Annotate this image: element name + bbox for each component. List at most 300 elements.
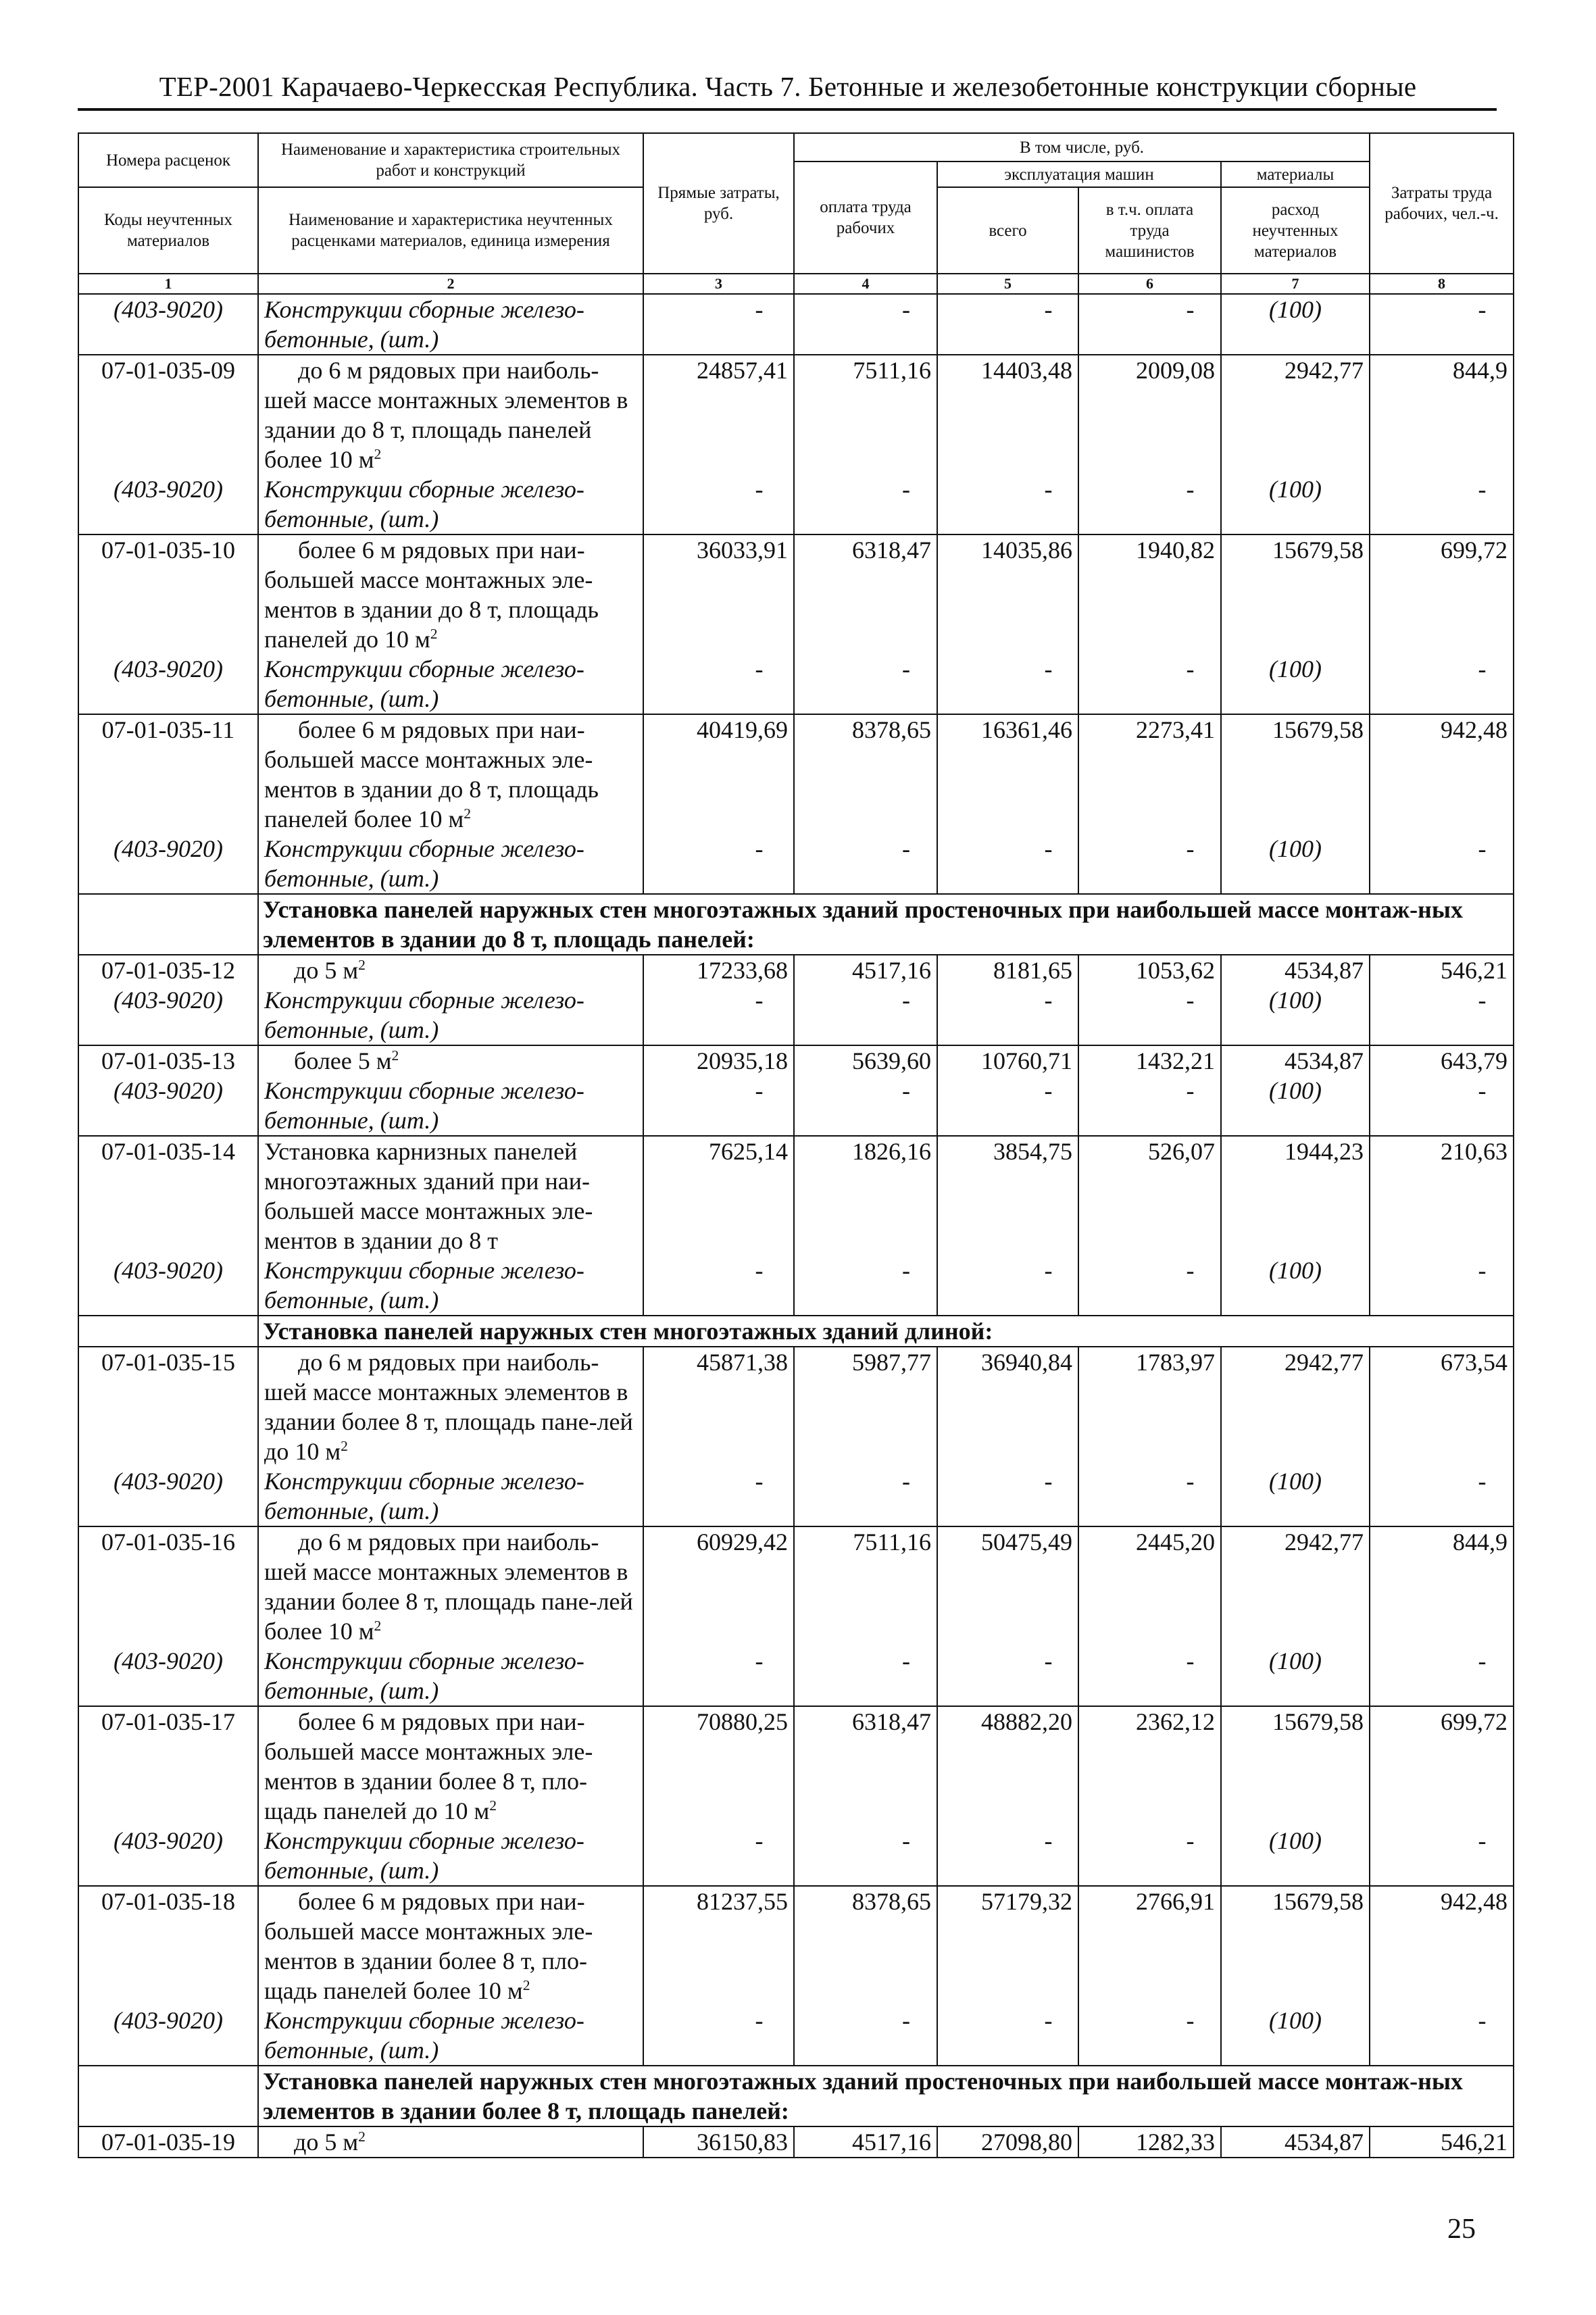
value-c3: 36033,91 [643,534,794,654]
rate-row [78,1886,1514,2006]
dash-cell [1370,1466,1514,1526]
dash-cell [937,1826,1078,1886]
dash-value: - [1044,476,1053,503]
dash-value: - [1044,1647,1053,1674]
rate-row [78,1045,1514,1076]
col2-bottom-header: Наименование и характеристика неучтенных расценками материалов, единица измерения [258,187,643,274]
value-c5: 50475,49 [937,1526,1078,1646]
column-number-row [78,274,1514,294]
value-c6: 1282,33 [1078,2126,1221,2158]
column-number: 1 [78,274,258,294]
dash-value: - [1044,1468,1053,1495]
superscript: 2 [430,626,438,642]
rate-code: 07-01-035-10 [78,534,258,654]
dash-cell [643,1646,794,1706]
dash-cell [1078,1076,1221,1136]
dash-cell [937,985,1078,1045]
page-header-title: ТЕР-2001 Карачаево-Черкесская Республика. Часть 7. Бетонные и железобетонные конструкции сборные [159,71,1417,102]
material-qty: (100) [1221,1466,1370,1526]
dash-value: - [755,987,764,1014]
rate-code: 07-01-035-16 [78,1526,258,1646]
value-c4: 6318,47 [794,534,937,654]
value-c7: 15679,58 [1221,1706,1370,1826]
rate-description [258,2126,643,2158]
dash-cell [1370,1646,1514,1706]
dash-value: - [1478,2007,1487,2034]
value-c7: 1944,23 [1221,1136,1370,1255]
dash-cell [1078,1826,1221,1886]
material-row [78,1076,1514,1136]
dash-value: - [1478,1468,1487,1495]
dash-value: - [1478,1077,1487,1104]
material-name: Конструкции сборные железо-бетонные, (шт.) [258,654,643,714]
value-c4: 8378,65 [794,1886,937,2006]
value-c6: 1432,21 [1078,1045,1221,1076]
dash-value: - [1478,296,1487,323]
rate-code: 07-01-035-19 [78,2126,258,2158]
material-row [78,1466,1514,1526]
dash-value: - [1478,1257,1487,1284]
value-c6: 2009,08 [1078,355,1221,474]
value-c7: 2942,77 [1221,1526,1370,1646]
rate-description [258,534,643,654]
material-row [78,985,1514,1045]
material-qty: (100) [1221,474,1370,534]
value-c8: 942,48 [1370,714,1514,834]
material-code: (403-9020) [78,294,258,355]
value-c3: 7625,14 [643,1136,794,1255]
rate-description [258,714,643,834]
value-c7: 4534,87 [1221,2126,1370,2158]
dash-value: - [1186,2007,1195,2034]
rate-description [258,1347,643,1466]
material-qty: (100) [1221,1646,1370,1706]
value-c6: 1053,62 [1078,955,1221,985]
rate-description-text: более 6 м рядовых при наи-большей массе монтажных эле-ментов в здании более 8 т, пло-щадь панелей до 10 м [264,1708,593,1824]
value-c8: 942,48 [1370,1886,1514,2006]
dash-cell [794,985,937,1045]
dash-value: - [755,2007,764,2034]
dash-value: - [902,1077,910,1104]
rate-row [78,1136,1514,1255]
dash-value: - [1186,987,1195,1014]
value-c4: 1826,16 [794,1136,937,1255]
dash-cell [1370,1255,1514,1316]
dash-cell [794,1646,937,1706]
value-c8: 643,79 [1370,1045,1514,1076]
material-qty: (100) [1221,294,1370,355]
material-row [78,2006,1514,2066]
value-c7: 2942,77 [1221,1347,1370,1466]
dash-value: - [755,476,764,503]
rate-description-text: до 6 м рядовых при наиболь-шей массе монтажных элементов в здании более 8 т, площадь пане-лей более 10 м [264,1528,633,1645]
section-row [78,2066,1514,2126]
rate-description-text: Установка карнизных панелей многоэтажных зданий при наи-большей массе монтажных эле-ментов в здании до 8 т [264,1138,593,1254]
value-c5: 36940,84 [937,1347,1078,1466]
rate-description-text: до 5 м [294,957,359,984]
materials-header: материалы [1221,161,1370,187]
machinists-wages-header: в т.ч. оплата труда машинистов [1078,187,1221,274]
value-c8: 844,9 [1370,355,1514,474]
dash-value: - [1044,987,1053,1014]
column-number: 8 [1370,274,1514,294]
dash-value: - [755,1468,764,1495]
material-row [78,1826,1514,1886]
dash-cell [794,2006,937,2066]
value-c7: 4534,87 [1221,1045,1370,1076]
material-name: Конструкции сборные железо-бетонные, (шт.) [258,2006,643,2066]
value-c4: 5639,60 [794,1045,937,1076]
dash-cell [937,1646,1078,1706]
material-row [78,1255,1514,1316]
rate-code: 07-01-035-18 [78,1886,258,2006]
rate-description [258,1136,643,1255]
rate-code: 07-01-035-17 [78,1706,258,1826]
dash-cell [794,474,937,534]
dash-value: - [1478,835,1487,862]
superscript: 2 [341,1438,348,1454]
dash-value: - [902,1827,910,1854]
dash-value: - [1044,1257,1053,1284]
dash-cell [937,474,1078,534]
material-qty: (100) [1221,1255,1370,1316]
dash-value: - [902,1647,910,1674]
value-c8: 844,9 [1370,1526,1514,1646]
superscript: 2 [374,446,382,462]
dash-cell [1370,1076,1514,1136]
dash-value: - [902,1468,910,1495]
rate-description [258,1045,643,1076]
material-code: (403-9020) [78,1466,258,1526]
dash-value: - [1186,476,1195,503]
column-number: 3 [643,274,794,294]
material-code: (403-9020) [78,474,258,534]
value-c3: 40419,69 [643,714,794,834]
dash-cell [794,834,937,894]
dash-cell [794,1826,937,1886]
rate-description [258,1526,643,1646]
dash-value: - [1186,1077,1195,1104]
table-body [78,294,1514,2158]
dash-cell [643,1255,794,1316]
rate-code: 07-01-035-14 [78,1136,258,1255]
material-name: Конструкции сборные железо-бетонные, (шт.) [258,1076,643,1136]
section-spacer-cell [78,1316,258,1347]
rate-code: 07-01-035-09 [78,355,258,474]
rates-table [78,132,1514,2158]
value-c4: 5987,77 [794,1347,937,1466]
dash-value: - [755,296,764,323]
dash-cell [643,1466,794,1526]
dash-cell [1078,2006,1221,2066]
labor-costs-header: Затраты труда рабочих, чел.-ч. [1370,133,1514,274]
dash-cell [643,2006,794,2066]
dash-cell [937,1255,1078,1316]
dash-cell [643,1076,794,1136]
material-row [78,294,1514,355]
dash-value: - [1186,296,1195,323]
dash-cell [643,1826,794,1886]
section-spacer-cell [78,894,258,955]
dash-value: - [902,835,910,862]
col1-top-header: Номера расценок [78,133,258,187]
value-c6: 2445,20 [1078,1526,1221,1646]
material-code: (403-9020) [78,1255,258,1316]
value-c5: 10760,71 [937,1045,1078,1076]
section-spacer-cell [78,2066,258,2126]
value-c6: 2273,41 [1078,714,1221,834]
value-c7: 4534,87 [1221,955,1370,985]
material-name: Конструкции сборные железо-бетонные, (шт.) [258,1646,643,1706]
value-c3: 36150,83 [643,2126,794,2158]
material-name: Конструкции сборные железо-бетонные, (шт.) [258,1826,643,1886]
dash-value: - [755,835,764,862]
value-c5: 14403,48 [937,355,1078,474]
value-c5: 16361,46 [937,714,1078,834]
value-c4: 8378,65 [794,714,937,834]
rate-code: 07-01-035-15 [78,1347,258,1466]
section-title: Установка панелей наружных стен многоэтажных зданий простеночных при наибольшей массе монтаж-ных элементов в здании более 8 т, площадь панелей: [258,2066,1514,2126]
superscript: 2 [374,1618,382,1634]
value-c8: 699,72 [1370,1706,1514,1826]
superscript: 2 [391,1047,399,1064]
value-c7: 15679,58 [1221,1886,1370,2006]
rate-row [78,1347,1514,1466]
rate-code: 07-01-035-13 [78,1045,258,1076]
dash-cell [643,654,794,714]
value-c7: 15679,58 [1221,534,1370,654]
column-number: 2 [258,274,643,294]
section-row [78,894,1514,955]
value-c8: 546,21 [1370,2126,1514,2158]
rate-code: 07-01-035-12 [78,955,258,985]
value-c8: 673,54 [1370,1347,1514,1466]
machines-header: эксплуатация машин [937,161,1221,187]
material-code: (403-9020) [78,1826,258,1886]
material-code: (403-9020) [78,2006,258,2066]
dash-cell [1370,654,1514,714]
dash-value: - [1478,987,1487,1014]
rate-row [78,2126,1514,2158]
rate-description [258,955,643,985]
material-qty: (100) [1221,834,1370,894]
material-name: Конструкции сборные железо-бетонные, (шт.) [258,1466,643,1526]
value-c4: 7511,16 [794,1526,937,1646]
dash-value: - [755,1257,764,1284]
column-number: 5 [937,274,1078,294]
rate-description-text: более 6 м рядовых при наи-большей массе монтажных эле-ментов в здании до 8 т, площадь панелей до 10 м [264,537,599,653]
dash-value: - [755,655,764,682]
dash-value: - [1044,655,1053,682]
dash-cell [937,1076,1078,1136]
material-row [78,834,1514,894]
dash-value: - [1478,655,1487,682]
dash-value: - [1044,296,1053,323]
section-row [78,1316,1514,1347]
material-name: Конструкции сборные железо-бетонные, (шт.) [258,985,643,1045]
value-c4: 7511,16 [794,355,937,474]
dash-cell [1370,474,1514,534]
column-number: 7 [1221,274,1370,294]
rate-description-text: до 5 м [294,2129,359,2156]
value-c5: 3854,75 [937,1136,1078,1255]
material-code: (403-9020) [78,1646,258,1706]
value-c3: 60929,42 [643,1526,794,1646]
dash-value: - [755,1647,764,1674]
dash-value: - [1044,1827,1053,1854]
superscript: 2 [358,2129,366,2145]
dash-cell [794,1076,937,1136]
dash-value: - [1186,1257,1195,1284]
rate-row [78,1706,1514,1826]
value-c6: 526,07 [1078,1136,1221,1255]
dash-cell [1078,1466,1221,1526]
included-group-header: В том числе, руб. [794,133,1370,161]
dash-value: - [902,655,910,682]
value-c3: 20935,18 [643,1045,794,1076]
dash-cell [1078,1646,1221,1706]
dash-value: - [1186,835,1195,862]
material-qty: (100) [1221,1076,1370,1136]
material-qty: (100) [1221,985,1370,1045]
rate-row [78,1526,1514,1646]
rate-description [258,355,643,474]
value-c7: 15679,58 [1221,714,1370,834]
dash-cell [643,474,794,534]
dash-cell [1078,985,1221,1045]
dash-cell [1370,985,1514,1045]
value-c3: 45871,38 [643,1347,794,1466]
dash-value: - [1478,1647,1487,1674]
rate-description-text: более 6 м рядовых при наи-большей массе монтажных эле-ментов в здании до 8 т, площадь панелей более 10 м [264,716,599,832]
material-row [78,474,1514,534]
dash-cell [794,654,937,714]
dash-cell [1078,1255,1221,1316]
material-name: Конструкции сборные железо-бетонные, (шт.) [258,834,643,894]
value-c3: 24857,41 [643,355,794,474]
dash-value: - [1186,1468,1195,1495]
table-header [78,133,1514,294]
rate-row [78,534,1514,654]
col2-top-header: Наименование и характеристика строительных работ и конструкций [258,133,643,187]
material-name: Конструкции сборные железо-бетонные, (шт.) [258,294,643,355]
value-c3: 81237,55 [643,1886,794,2006]
value-c6: 2362,12 [1078,1706,1221,1826]
value-c8: 210,63 [1370,1136,1514,1255]
material-code: (403-9020) [78,654,258,714]
dash-value: - [755,1827,764,1854]
material-name: Конструкции сборные железо-бетонные, (шт.) [258,474,643,534]
superscript: 2 [522,1977,530,1993]
superscript: 2 [489,1797,497,1814]
dash-value: - [1478,476,1487,503]
dash-cell [1370,834,1514,894]
direct-costs-header: Прямые затраты, руб. [643,133,794,274]
unaccounted-materials-header: расход неучтенных материалов [1221,187,1370,274]
material-qty: (100) [1221,1826,1370,1886]
dash-cell [794,1466,937,1526]
col1-bottom-header: Коды неучтенных материалов [78,187,258,274]
value-c6: 2766,91 [1078,1886,1221,2006]
value-c3: 70880,25 [643,1706,794,1826]
dash-cell [1078,654,1221,714]
section-title: Установка панелей наружных стен многоэтажных зданий простеночных при наибольшей массе монтаж-ных элементов в здании до 8 т, площадь панелей: [258,894,1514,955]
wages-header: оплата труда рабочих [794,161,937,274]
dash-value: - [1186,655,1195,682]
header-rule [78,108,1497,111]
dash-cell [1078,474,1221,534]
value-c3: 17233,68 [643,955,794,985]
material-qty: (100) [1221,654,1370,714]
value-c8: 699,72 [1370,534,1514,654]
dash-value: - [1478,1827,1487,1854]
rate-description [258,1886,643,2006]
dash-cell [1078,834,1221,894]
value-c5: 27098,80 [937,2126,1078,2158]
value-c6: 1940,82 [1078,534,1221,654]
rate-description-text: более 6 м рядовых при наи-большей массе монтажных эле-ментов в здании более 8 т, пло-щадь панелей более 10 м [264,1888,593,2004]
section-title: Установка панелей наружных стен многоэтажных зданий длиной: [258,1316,1514,1347]
dash-value: - [1044,2007,1053,2034]
value-c6: 1783,97 [1078,1347,1221,1466]
value-c4: 6318,47 [794,1706,937,1826]
value-c5: 14035,86 [937,534,1078,654]
dash-cell [794,1255,937,1316]
material-code: (403-9020) [78,985,258,1045]
material-name: Конструкции сборные железо-бетонные, (шт.) [258,1255,643,1316]
material-row [78,654,1514,714]
rate-row [78,714,1514,834]
dash-value: - [902,2007,910,2034]
dash-value: - [902,296,910,323]
value-c8: 546,21 [1370,955,1514,985]
rate-description [258,1706,643,1826]
rate-description-text: более 5 м [294,1047,392,1074]
rate-description-text: до 6 м рядовых при наиболь-шей массе монтажных элементов в здании до 8 т, площадь панелей более 10 м [264,357,628,473]
dash-cell [1370,1826,1514,1886]
dash-value: - [902,987,910,1014]
rate-row [78,955,1514,985]
dash-cell [937,834,1078,894]
dash-cell [1370,2006,1514,2066]
value-c4: 4517,16 [794,2126,937,2158]
page-number: 25 [1447,2214,1476,2245]
rate-description-text: до 6 м рядовых при наиболь-шей массе монтажных элементов в здании более 8 т, площадь пане-лей до 10 м [264,1349,633,1465]
material-code: (403-9020) [78,834,258,894]
dash-value: - [1044,1077,1053,1104]
material-code: (403-9020) [78,1076,258,1136]
dash-cell [643,834,794,894]
material-qty: (100) [1221,2006,1370,2066]
value-c5: 8181,65 [937,955,1078,985]
dash-value: - [1186,1647,1195,1674]
dash-cell [937,654,1078,714]
rate-code: 07-01-035-11 [78,714,258,834]
dash-cell [643,985,794,1045]
column-number: 4 [794,274,937,294]
superscript: 2 [464,805,472,822]
dash-value: - [1044,835,1053,862]
dash-cell [937,1466,1078,1526]
dash-value: - [1186,1827,1195,1854]
column-number: 6 [1078,274,1221,294]
dash-cell [937,2006,1078,2066]
dash-value: - [755,1077,764,1104]
value-c7: 2942,77 [1221,355,1370,474]
material-row [78,1646,1514,1706]
dash-value: - [902,1257,910,1284]
value-c5: 57179,32 [937,1886,1078,2006]
